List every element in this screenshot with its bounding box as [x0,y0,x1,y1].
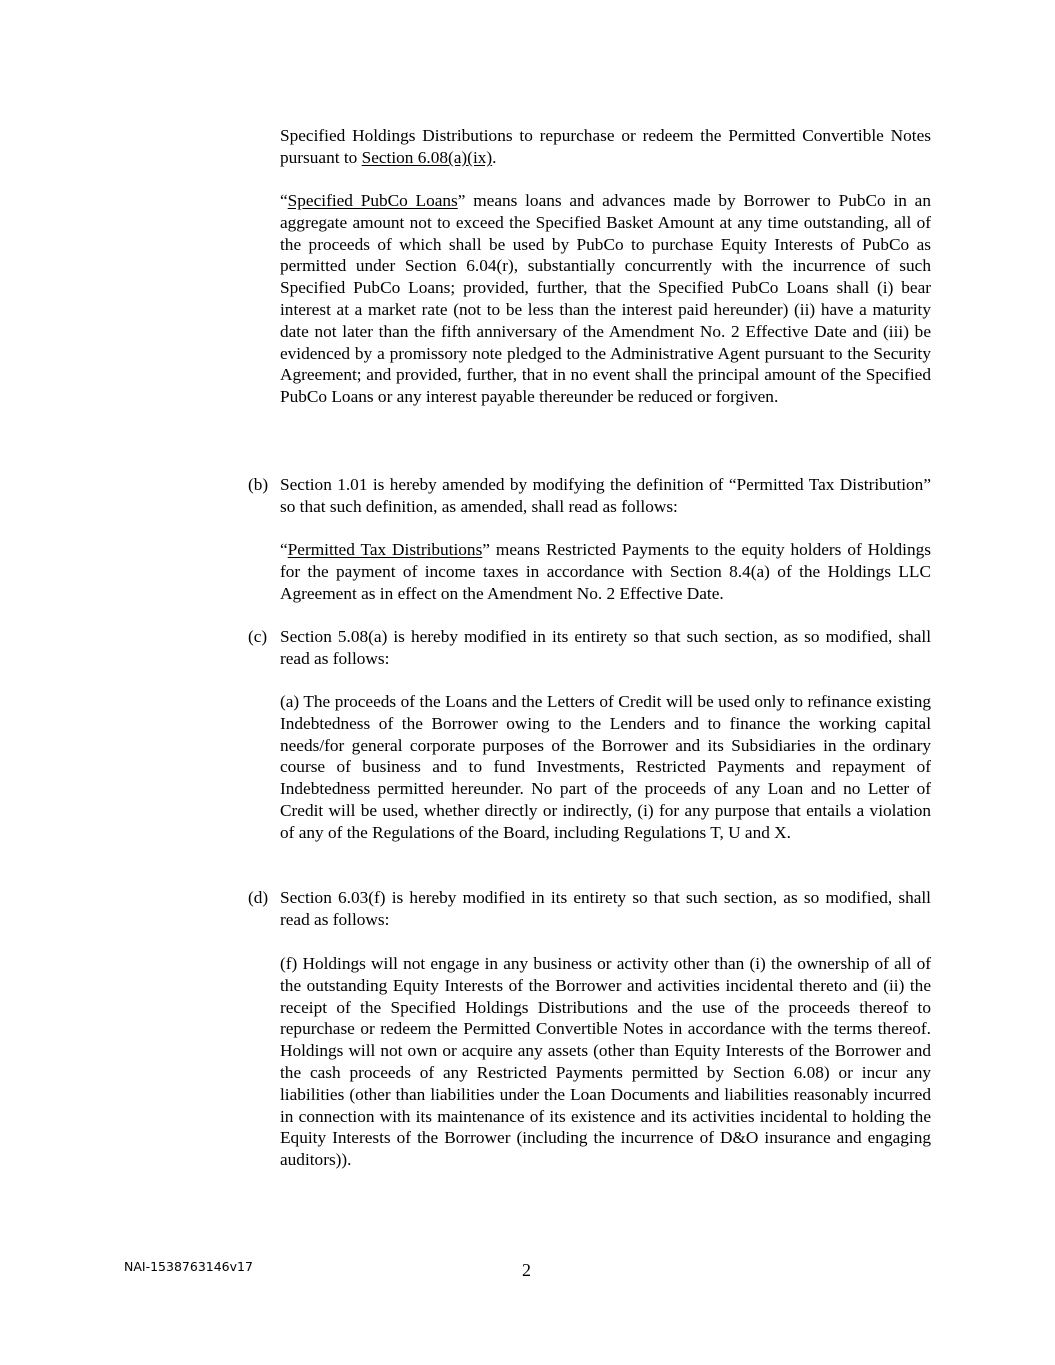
page-number: 2 [522,1260,531,1280]
item-label: (d) [248,888,269,907]
continuation-paragraph [280,125,931,169]
item-d-intro: Section 6.03(f) is hereby modified in its entirety so that such section, as so modified, shall read as follows: [280,888,931,929]
item-b-intro: Section 1.01 is hereby amended by modifying the definition of “Permitted Tax Distribution” so that such definition, as amended, shall read as follows: [280,475,931,516]
text: . [492,147,497,167]
item-label: (c) [248,627,268,646]
item-c-text: (a) The proceeds of the Loans and the Letters of Credit will be used only to refinance existing Indebtedness of the Borrower owing to the Lenders and to finance the working capital needs/for general corporate purposes of the Borrower and its Subsidiaries in the ordinary course of business and to fund Investments, Restricted Payments and repayment of Indebtedness permitted hereunder. No part of the proceeds of any Loan and no Letter of Credit will be used, whether directly or indirectly, (i) for any purpose that entails a violation of any of the Regulations of the Board, including Regulations T, U and X. [280,692,931,842]
item-c-intro: Section 5.08(a) is hereby modified in its entirety so that such section, as so modified, shall read as follows: [280,627,931,668]
section-reference: Section 6.08(a)(ix) [361,147,493,167]
text: “ [280,191,288,210]
text: “ [280,540,288,559]
text: ” means loans and advances made by Borrower to PubCo in an aggregate amount not to exceed the Specified Basket Amount at any time outstanding, all of the proceeds of which shall be used by PubCo to purchase Equity Interests of PubCo as permitted under Section 6.04(r), substantially concurrently with the incurrence of such Specified PubCo Loans; provided, further, that the Specified PubCo Loans shall (i) bear interest at a market rate (not to be less than the interest paid hereunder) (ii) have a maturity date not later than the fifth anniversary of the Amendment No. 2 Effective Date and (iii) be evidenced by a promissory note pledged to the Administrative Agent pursuant to the Security Agreement; and provided, further, that in no event shall the principal amount of the Specified PubCo Loans or any interest payable thereunder be reduced or forgiven. [280,191,931,407]
item-label: (b) [248,475,269,494]
defined-term: Specified PubCo Loans [287,191,458,210]
text: Specified Holdings Distributions to repurchase or redeem the Permitted Convertible Notes pursuant to [280,126,931,167]
defined-term: Permitted Tax Distributions [287,540,483,559]
document-id: NAI-1538763146v17 [124,1259,253,1274]
item-d-text: (f) Holdings will not engage in any business or activity other than (i) the ownership of all of the outstanding Equity Interests of the Borrower and activities incidental thereto and (ii) the receipt of the Specified Holdings Distributions and the use of the proceeds thereof to repurchase or redeem the Permitted Convertible Notes in accordance with the terms thereof. Holdings will not own or acquire any assets (other than Equity Interests of the Borrower and the cash proceeds of any Restricted Payments permitted by Section 6.08) or incur any liabilities (other than liabilities under the Loan Documents and liabilities reasonably incurred in connection with its maintenance of its existence and its activities incidental to holding the Equity Interests of the Borrower (including the incurrence of D&O insurance and engaging auditors)). [280,954,931,1170]
definition-permitted-tax-distributions [280,539,931,604]
text: ” means Restricted Payments to the equity holders of Holdings for the payment of income taxes in accordance with Section 8.4(a) of the Holdings LLC Agreement as in effect on the Amendment No. 2 Effective Date. [280,540,931,603]
definition-specified-pubco-loans [280,190,931,408]
